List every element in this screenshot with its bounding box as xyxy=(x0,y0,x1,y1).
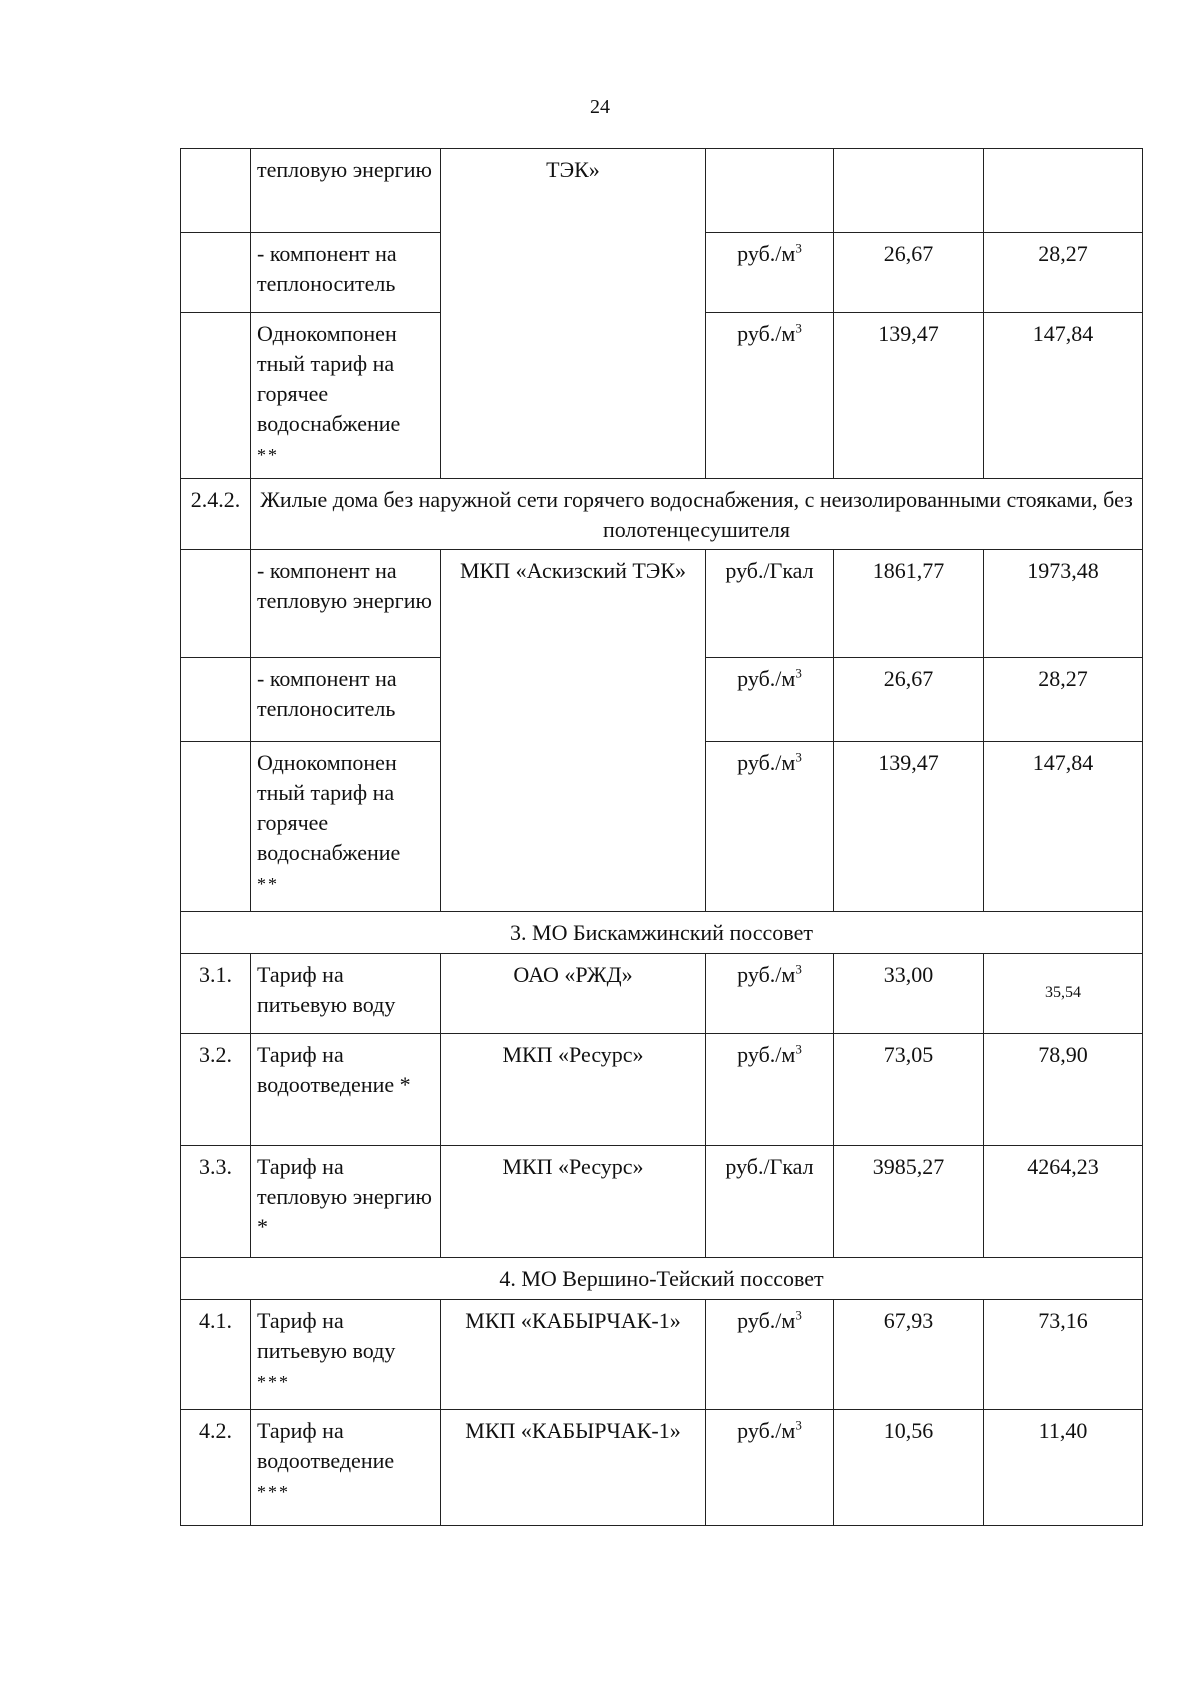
unit-cell xyxy=(706,313,834,479)
value-cell: 139,47 xyxy=(834,313,984,479)
table-row xyxy=(181,1258,1143,1300)
value-cell: 28,27 xyxy=(984,233,1143,313)
section-heading: 4. МО Вершино-Тейский поссовет xyxy=(181,1258,1143,1300)
unit-text: руб./м xyxy=(737,1042,796,1067)
organization-cell: МКП «КАБЫРЧАК-1» xyxy=(441,1410,706,1526)
value-cell: 73,05 xyxy=(834,1034,984,1146)
footnote-mark: *** xyxy=(257,1372,290,1392)
unit-cell xyxy=(706,233,834,313)
unit-cell xyxy=(706,1410,834,1526)
value-cell: 33,00 xyxy=(834,954,984,1034)
tariff-name-cell xyxy=(251,313,441,479)
footnote-mark: ** xyxy=(257,874,279,894)
value-cell: 147,84 xyxy=(984,313,1143,479)
row-number-cell xyxy=(181,742,251,912)
unit-cell xyxy=(706,1034,834,1146)
value-cell: 28,27 xyxy=(984,658,1143,742)
unit-cell: руб./Гкал xyxy=(706,550,834,658)
tariff-name-cell: тепловую энергию xyxy=(251,149,441,233)
table-row xyxy=(181,954,1143,1034)
unit-superscript: 3 xyxy=(795,665,802,681)
tariff-name-cell xyxy=(251,1410,441,1526)
unit-superscript: 3 xyxy=(795,1417,802,1433)
tariff-name: Однокомпонен тный тариф на горячее водоснабжение xyxy=(257,321,401,436)
value-text: 35,54 xyxy=(1045,984,1081,1001)
organization-cell: МКП «Аскизский ТЭК» xyxy=(441,550,706,912)
value-cell: 4264,23 xyxy=(984,1146,1143,1258)
unit-text: руб./м xyxy=(737,241,796,266)
unit-text: руб./м xyxy=(737,962,796,987)
unit-text: руб./м xyxy=(737,666,796,691)
unit-cell xyxy=(706,1300,834,1410)
value-cell xyxy=(834,149,984,233)
table-row xyxy=(181,550,1143,658)
table-row xyxy=(181,1410,1143,1526)
tariff-name: Тариф на питьевую воду xyxy=(257,1308,396,1363)
table-row xyxy=(181,149,1143,233)
subsection-heading: Жилые дома без наружной сети горячего водоснабжения, с неизолированными стояками, без полотенцесушителя xyxy=(251,479,1143,550)
unit-cell xyxy=(706,149,834,233)
footnote-mark: ** xyxy=(257,445,279,465)
unit-cell: руб./Гкал xyxy=(706,1146,834,1258)
unit-superscript: 3 xyxy=(795,320,802,336)
tariff-name-cell: Тариф на водоотведение * xyxy=(251,1034,441,1146)
value-cell xyxy=(984,954,1143,1034)
row-number-cell: 3.3. xyxy=(181,1146,251,1258)
unit-superscript: 3 xyxy=(795,1041,802,1057)
value-cell: 139,47 xyxy=(834,742,984,912)
value-cell: 73,16 xyxy=(984,1300,1143,1410)
table-row xyxy=(181,1146,1143,1258)
footnote-mark: *** xyxy=(257,1482,290,1502)
tariff-name-cell xyxy=(251,1300,441,1410)
tariff-name-cell: - компонент на теплоноситель xyxy=(251,658,441,742)
table-row xyxy=(181,912,1143,954)
tariff-name: Тариф на водоотведение xyxy=(257,1418,395,1473)
value-cell: 3985,27 xyxy=(834,1146,984,1258)
table-row xyxy=(181,1034,1143,1146)
unit-text: руб./м xyxy=(737,1308,796,1333)
unit-superscript: 3 xyxy=(795,1307,802,1323)
unit-text: руб./м xyxy=(737,321,796,346)
value-cell: 1973,48 xyxy=(984,550,1143,658)
section-heading: 3. МО Бискамжинский поссовет xyxy=(181,912,1143,954)
table-row xyxy=(181,479,1143,550)
tariff-name: Однокомпонен тный тариф на горячее водоснабжение xyxy=(257,750,401,865)
unit-superscript: 3 xyxy=(795,749,802,765)
value-cell: 26,67 xyxy=(834,233,984,313)
tariff-name-cell xyxy=(251,742,441,912)
row-number-cell xyxy=(181,550,251,658)
value-cell: 1861,77 xyxy=(834,550,984,658)
row-number-cell: 3.2. xyxy=(181,1034,251,1146)
unit-text: руб./м xyxy=(737,1418,796,1443)
row-number-cell: 4.1. xyxy=(181,1300,251,1410)
unit-cell xyxy=(706,658,834,742)
value-cell: 147,84 xyxy=(984,742,1143,912)
value-cell: 26,67 xyxy=(834,658,984,742)
tariff-name-cell: Тариф на тепловую энергию * xyxy=(251,1146,441,1258)
table-row xyxy=(181,1300,1143,1410)
value-cell: 10,56 xyxy=(834,1410,984,1526)
tariff-name-cell: Тариф на питьевую воду xyxy=(251,954,441,1034)
row-number-cell: 4.2. xyxy=(181,1410,251,1526)
tariff-name-cell: - компонент на теплоноситель xyxy=(251,233,441,313)
row-number-cell xyxy=(181,149,251,233)
unit-cell xyxy=(706,742,834,912)
row-number-cell: 2.4.2. xyxy=(181,479,251,550)
organization-cell: МКП «Ресурс» xyxy=(441,1034,706,1146)
page-number: 24 xyxy=(590,96,610,118)
row-number-cell xyxy=(181,658,251,742)
organization-cell: МКП «КАБЫРЧАК-1» xyxy=(441,1300,706,1410)
tariff-table xyxy=(180,148,1143,1526)
row-number-cell xyxy=(181,233,251,313)
value-cell: 78,90 xyxy=(984,1034,1143,1146)
value-cell xyxy=(984,149,1143,233)
organization-cell: ОАО «РЖД» xyxy=(441,954,706,1034)
tariff-name-cell: - компонент на тепловую энергию xyxy=(251,550,441,658)
value-cell: 67,93 xyxy=(834,1300,984,1410)
organization-cell: МКП «Ресурс» xyxy=(441,1146,706,1258)
organization-cell: ТЭК» xyxy=(441,149,706,479)
unit-text: руб./м xyxy=(737,750,796,775)
unit-cell xyxy=(706,954,834,1034)
value-cell: 11,40 xyxy=(984,1410,1143,1526)
unit-superscript: 3 xyxy=(795,961,802,977)
row-number-cell xyxy=(181,313,251,479)
row-number-cell: 3.1. xyxy=(181,954,251,1034)
unit-superscript: 3 xyxy=(795,240,802,256)
